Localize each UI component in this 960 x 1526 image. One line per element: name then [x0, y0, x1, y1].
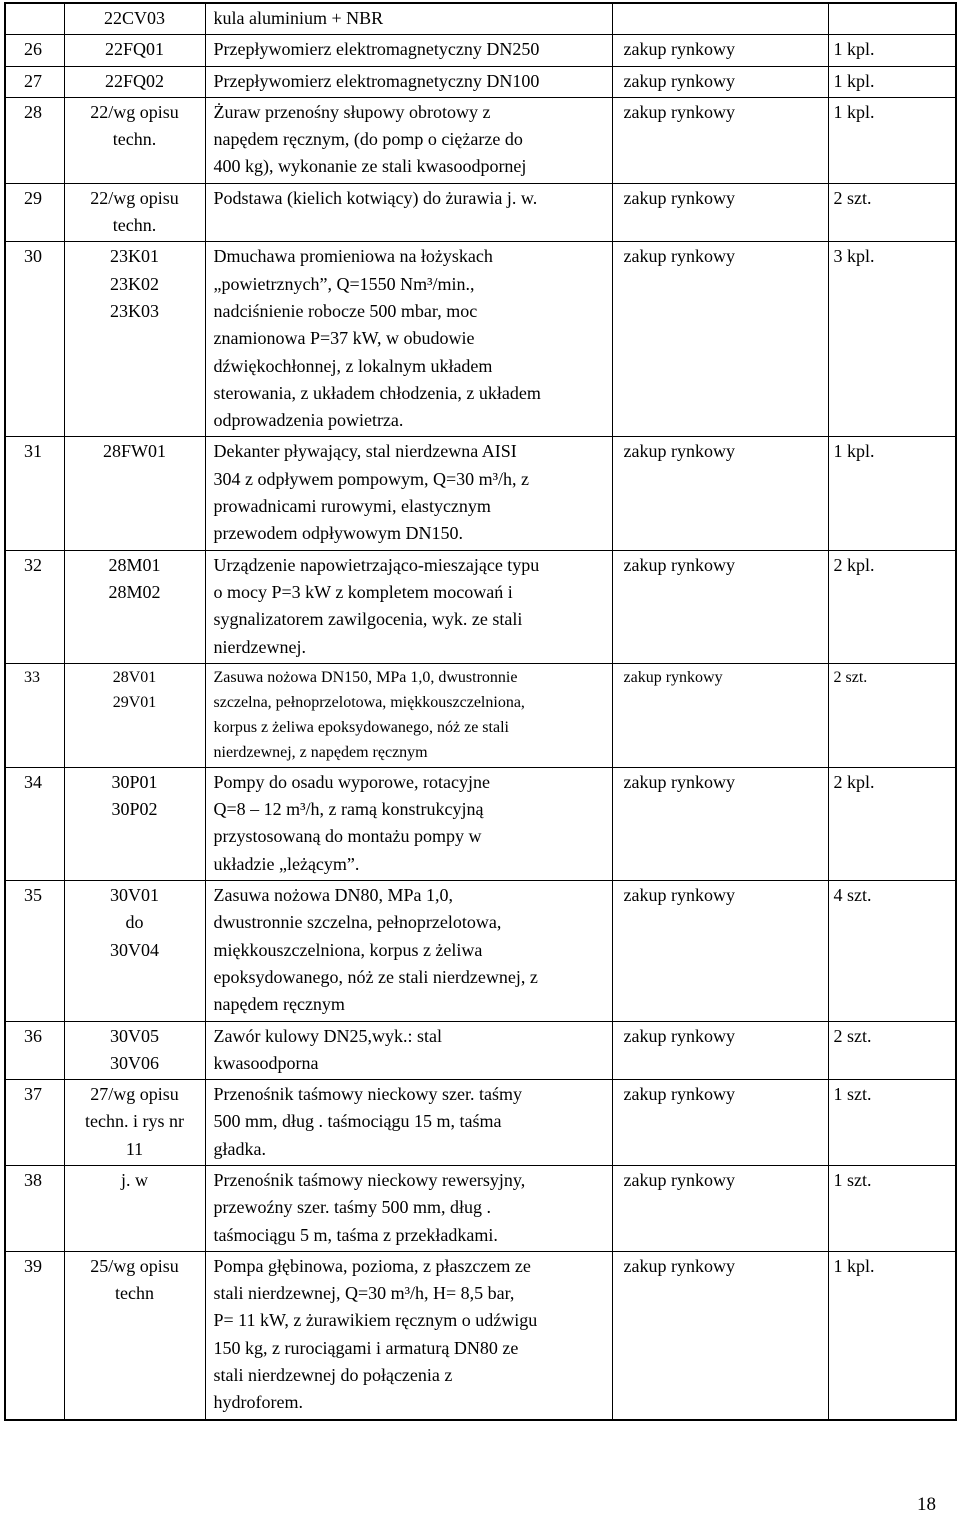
item-quantity-cell [828, 242, 956, 437]
item-number-cell [5, 1080, 64, 1166]
item-description-line: 500 mm, dług . taśmociągu 15 m, taśma [213, 1111, 502, 1132]
item-code-cell [64, 767, 205, 880]
item-description-line: szczelna, pełnoprzelotowa, miękkouszczelniona, [213, 693, 525, 711]
item-description-line: 304 z odpływem pompowym, Q=30 m³/h, z [213, 468, 530, 489]
item-source: zakup rynkowy [623, 885, 735, 906]
item-number: 37 [24, 1084, 42, 1105]
item-code-cell [64, 663, 205, 767]
item-number-cell [5, 1021, 64, 1080]
item-code-cell [64, 1165, 205, 1251]
item-number-cell [5, 437, 64, 550]
item-code-line: 25/wg opisu [90, 1255, 179, 1276]
item-number: 32 [24, 554, 42, 575]
item-description-line: Przenośnik taśmowy nieckowy rewersyjny, [213, 1169, 526, 1190]
item-source-cell [612, 3, 828, 35]
item-code-line: 23K01 [110, 246, 159, 267]
item-code-line: 28M02 [108, 581, 161, 602]
item-description-line: Przepływomierz elektromagnetyczny DN100 [213, 70, 540, 91]
item-description-line: hydroforem. [213, 1392, 303, 1413]
item-number: 30 [24, 246, 42, 267]
item-description-cell [205, 437, 612, 550]
item-source: zakup rynkowy [623, 1169, 735, 1190]
item-description-cell [205, 1080, 612, 1166]
item-number: 36 [24, 1025, 42, 1046]
item-description-cell [205, 183, 612, 242]
item-number-cell [5, 1165, 64, 1251]
item-number: 28 [24, 101, 42, 122]
item-quantity-cell [828, 66, 956, 97]
item-description-line: kula aluminium + NBR [213, 8, 384, 28]
item-description-line: Żuraw przenośny słupowy obrotowy z [213, 101, 491, 122]
item-source: zakup rynkowy [623, 39, 735, 60]
item-number-cell [5, 767, 64, 880]
item-number: 31 [24, 441, 42, 462]
item-code-line: 22/wg opisu [90, 187, 179, 208]
item-code-line: 27/wg opisu [90, 1084, 179, 1105]
item-source: zakup rynkowy [623, 101, 735, 122]
item-description-line: Q=8 – 12 m³/h, z ramą konstrukcyjną [213, 799, 484, 820]
item-description-line: Przenośnik taśmowy nieckowy szer. taśmy [213, 1084, 522, 1105]
item-code-line: 30V04 [110, 939, 159, 960]
item-code-line: techn. i rys nr [85, 1111, 184, 1132]
item-description-line: stali nierdzewnej, Q=30 m³/h, H= 8,5 bar, [213, 1283, 515, 1304]
item-quantity: 1 kpl. [833, 70, 875, 91]
item-code-cell [64, 437, 205, 550]
item-number-cell [5, 183, 64, 242]
item-description-line: Podstawa (kielich kotwiący) do żurawia j. w. [213, 187, 538, 208]
item-source: zakup rynkowy [623, 1025, 735, 1046]
item-code-cell [64, 183, 205, 242]
item-description-cell [205, 242, 612, 437]
item-number-cell [5, 242, 64, 437]
item-quantity: 1 szt. [833, 1169, 872, 1190]
item-number: 38 [24, 1169, 42, 1190]
table-row [5, 35, 956, 66]
item-number: 39 [24, 1255, 42, 1276]
item-source: zakup rynkowy [623, 1084, 735, 1105]
item-quantity-cell [828, 1080, 956, 1166]
item-description-line: Przepływomierz elektromagnetyczny DN250 [213, 39, 540, 60]
item-code-line: do [125, 912, 144, 933]
item-quantity-cell [828, 663, 956, 767]
item-quantity-cell [828, 1251, 956, 1419]
item-description-line: Zawór kulowy DN25,wyk.: stal [213, 1025, 442, 1046]
item-source: zakup rynkowy [623, 441, 735, 462]
table-row [5, 550, 956, 663]
table-row [5, 97, 956, 183]
equipment-table [4, 2, 957, 1421]
item-source: zakup rynkowy [623, 187, 735, 208]
table-row [5, 1021, 956, 1080]
item-quantity: 3 kpl. [833, 246, 875, 267]
item-source-cell [612, 242, 828, 437]
item-description-cell [205, 1251, 612, 1419]
item-description-line: o mocy P=3 kW z kompletem mocowań i [213, 581, 513, 602]
item-code-line: 28V01 [112, 668, 157, 686]
item-number: 27 [24, 70, 42, 91]
item-source-cell [612, 1165, 828, 1251]
item-description-line: Pompy do osadu wyporowe, rotacyjne [213, 771, 490, 792]
item-description-cell [205, 35, 612, 66]
item-description-cell [205, 881, 612, 1021]
item-description-line: sygnalizatorem zawilgocenia, wyk. ze stali [213, 609, 523, 630]
item-code-cell [64, 1251, 205, 1419]
item-description-line: dwustronnie szczelna, pełnoprzelotowa, [213, 912, 502, 933]
item-description-cell [205, 767, 612, 880]
item-description-line: przystosowaną do montażu pompy w [213, 826, 482, 847]
item-code-line: techn. [112, 215, 157, 236]
item-quantity-cell [828, 881, 956, 1021]
item-quantity-cell [828, 767, 956, 880]
item-code-line: 22CV03 [103, 8, 165, 28]
item-quantity: 2 kpl. [833, 554, 875, 575]
item-number-cell [5, 3, 64, 35]
item-source: zakup rynkowy [623, 246, 735, 267]
table-row [5, 663, 956, 767]
item-description-cell [205, 1165, 612, 1251]
table-row [5, 66, 956, 97]
item-code-line: 28M01 [108, 554, 161, 575]
item-source-cell [612, 550, 828, 663]
item-source-cell [612, 97, 828, 183]
item-code-line: 30V06 [110, 1052, 159, 1073]
item-quantity-cell [828, 437, 956, 550]
item-quantity-cell [828, 1021, 956, 1080]
item-source-cell [612, 437, 828, 550]
item-quantity: 1 kpl. [833, 39, 875, 60]
item-code-cell [64, 1021, 205, 1080]
item-description-line: epoksydowanego, nóż ze stali nierdzewnej, z [213, 966, 538, 987]
item-number-cell [5, 881, 64, 1021]
item-quantity: 2 szt. [833, 668, 868, 686]
item-code-line: 22/wg opisu [90, 101, 179, 122]
item-code-line: techn. [112, 129, 157, 150]
item-description-cell [205, 97, 612, 183]
table-row [5, 437, 956, 550]
table-row [5, 881, 956, 1021]
item-code-cell [64, 550, 205, 663]
item-code-line: 30V05 [110, 1025, 159, 1046]
item-code-line: 22FQ01 [104, 39, 164, 60]
item-number-cell [5, 66, 64, 97]
item-code-line: 30V01 [110, 885, 159, 906]
item-code-line: 22FQ02 [104, 70, 164, 91]
item-description-line: Urządzenie napowietrzająco-mieszające typu [213, 554, 540, 575]
item-code-cell [64, 1080, 205, 1166]
item-code-line: 28FW01 [103, 441, 166, 462]
item-description-cell [205, 66, 612, 97]
item-description-line: nierdzewnej. [213, 636, 306, 657]
item-number-cell [5, 550, 64, 663]
item-source-cell [612, 767, 828, 880]
item-quantity-cell [828, 183, 956, 242]
item-quantity: 1 kpl. [833, 101, 875, 122]
item-number-cell [5, 1251, 64, 1419]
item-number: 35 [24, 885, 42, 906]
item-description-line: Dmuchawa promieniowa na łożyskach [213, 246, 493, 267]
item-source-cell [612, 881, 828, 1021]
item-code-cell [64, 3, 205, 35]
item-quantity: 4 szt. [833, 885, 872, 906]
item-description-line: przewodem odpływowym DN150. [213, 523, 463, 544]
item-description-line: „powietrznych”, Q=1550 Nm³/min., [213, 273, 475, 294]
table-row [5, 1080, 956, 1166]
item-source-cell [612, 1080, 828, 1166]
item-code-line: 23K02 [110, 273, 159, 294]
item-code-line: 29V01 [112, 693, 157, 711]
item-quantity-cell [828, 550, 956, 663]
item-description-line: P= 11 kW, z żurawikiem ręcznym o udźwigu [213, 1310, 538, 1331]
item-quantity-cell [828, 35, 956, 66]
item-quantity-cell [828, 3, 956, 35]
item-description-cell [205, 3, 612, 35]
item-description-line: stali nierdzewnej do połączenia z [213, 1365, 453, 1386]
item-description-cell [205, 550, 612, 663]
item-code-cell [64, 881, 205, 1021]
item-code-line: 11 [125, 1138, 144, 1159]
item-code-line: techn [115, 1283, 154, 1304]
item-description-line: Zasuwa nożowa DN150, MPa 1,0, dwustronnie [213, 668, 518, 686]
item-code-line: 30P01 [111, 771, 158, 792]
item-source: zakup rynkowy [623, 1255, 735, 1276]
item-quantity: 2 szt. [833, 187, 872, 208]
item-number: 33 [24, 668, 40, 686]
item-source-cell [612, 663, 828, 767]
item-quantity: 2 szt. [833, 1025, 872, 1046]
item-description-line: przewoźny szer. taśmy 500 mm, dług . [213, 1197, 491, 1218]
table-row [5, 767, 956, 880]
item-number-cell [5, 97, 64, 183]
item-description-line: sterowania, z układem chłodzenia, z układem [213, 382, 541, 403]
item-quantity: 1 kpl. [833, 441, 875, 462]
item-description-line: dźwiękochłonnej, z lokalnym układem [213, 355, 493, 376]
item-source-cell [612, 35, 828, 66]
page-number: 18 [917, 1494, 936, 1515]
item-code-line: 23K03 [110, 300, 159, 321]
item-number-cell [5, 35, 64, 66]
item-code-cell [64, 242, 205, 437]
table-row [5, 1251, 956, 1419]
item-source: zakup rynkowy [623, 668, 723, 686]
item-code-cell [64, 66, 205, 97]
table-row [5, 3, 956, 35]
item-number: 26 [24, 39, 42, 60]
table-row [5, 242, 956, 437]
item-description-line: znamionowa P=37 kW, w obudowie [213, 328, 475, 349]
item-number: 34 [24, 771, 42, 792]
table-row [5, 183, 956, 242]
item-code-cell [64, 35, 205, 66]
item-source-cell [612, 66, 828, 97]
item-description-cell [205, 1021, 612, 1080]
item-quantity: 1 szt. [833, 1084, 872, 1105]
item-code-line: j. w [121, 1169, 148, 1190]
item-source: zakup rynkowy [623, 554, 735, 575]
item-description-line: nadciśnienie robocze 500 mbar, moc [213, 300, 478, 321]
item-quantity: 1 kpl. [833, 1255, 875, 1276]
item-code-cell [64, 97, 205, 183]
item-source: zakup rynkowy [623, 70, 735, 91]
item-description-line: prowadnicami rurowymi, elastycznym [213, 496, 491, 517]
item-number: 29 [24, 187, 42, 208]
item-number-cell [5, 663, 64, 767]
item-source-cell [612, 183, 828, 242]
item-description-line: napędem ręcznym [213, 994, 345, 1015]
item-description-line: kwasoodporna [213, 1052, 319, 1073]
item-code-line: 30P02 [111, 799, 158, 820]
item-description-line: Zasuwa nożowa DN80, MPa 1,0, [213, 885, 453, 906]
item-quantity-cell [828, 1165, 956, 1251]
item-description-line: 400 kg), wykonanie ze stali kwasoodpornej [213, 156, 527, 177]
item-source-cell [612, 1021, 828, 1080]
item-quantity: 2 kpl. [833, 771, 875, 792]
item-description-line: odprowadzenia powietrza. [213, 410, 404, 431]
item-quantity-cell [828, 97, 956, 183]
equipment-table-body [5, 3, 956, 1420]
item-source: zakup rynkowy [623, 771, 735, 792]
item-description-cell [205, 663, 612, 767]
item-description-line: gładka. [213, 1138, 266, 1159]
table-row [5, 1165, 956, 1251]
item-source-cell [612, 1251, 828, 1419]
item-description-line: Pompa głębinowa, pozioma, z płaszczem ze [213, 1255, 531, 1276]
item-description-line: taśmociągu 5 m, taśma z przekładkami. [213, 1224, 498, 1245]
item-description-line: Dekanter pływający, stal nierdzewna AISI [213, 441, 517, 462]
item-description-line: napędem ręcznym, (do pomp o ciężarze do [213, 129, 523, 150]
item-description-line: 150 kg, z rurociągami i armaturą DN80 ze [213, 1337, 519, 1358]
item-description-line: układzie „leżącym”. [213, 853, 360, 874]
item-description-line: nierdzewnej, z napędem ręcznym [213, 743, 428, 761]
item-description-line: miękkouszczelniona, korpus z żeliwa [213, 939, 483, 960]
item-description-line: korpus z żeliwa epoksydowanego, nóż ze stali [213, 718, 509, 736]
